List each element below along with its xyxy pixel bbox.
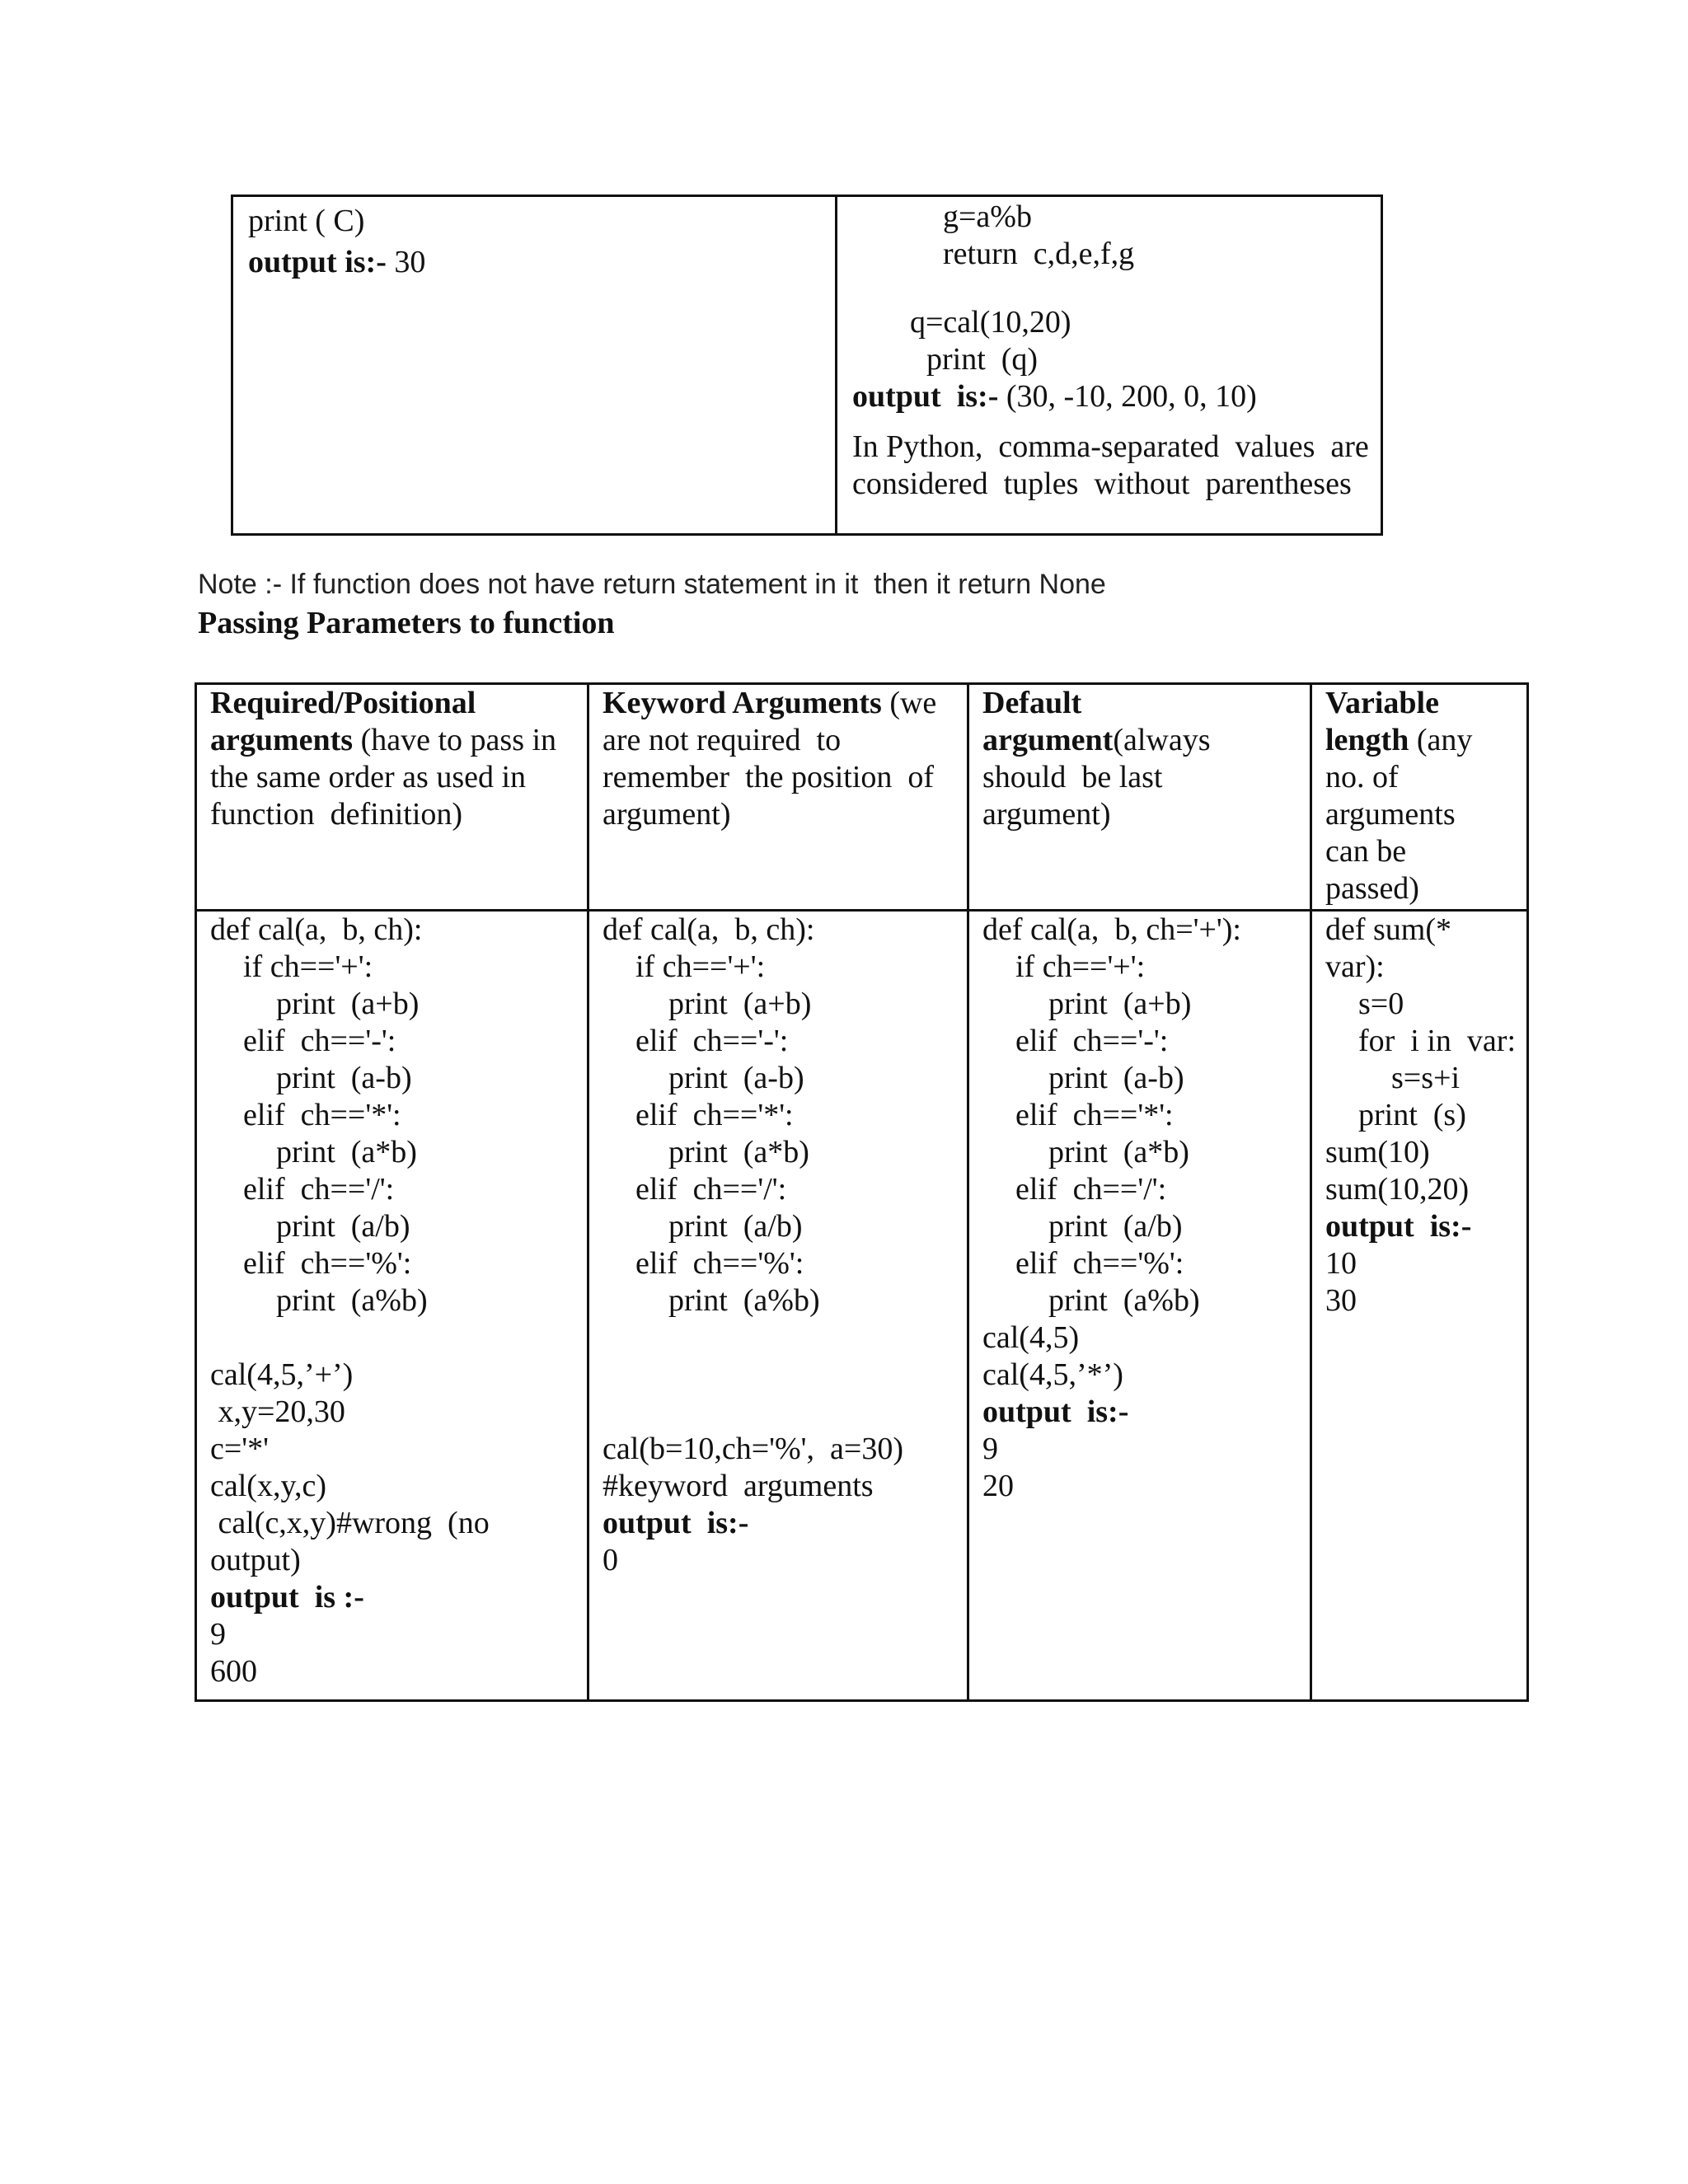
- code-line: elif ch=='%':: [1015, 1246, 1184, 1281]
- call-line: cal(4,5,’+’): [210, 1357, 354, 1392]
- code-line: print ( C): [248, 204, 365, 238]
- code-line: print (a/b): [1048, 1209, 1183, 1244]
- output-label: output is:-: [603, 1506, 749, 1540]
- output-value: 9: [210, 1617, 226, 1652]
- output-label: output is:-: [852, 379, 999, 414]
- output-label: output is:-: [248, 245, 387, 279]
- calls-block: [210, 1357, 587, 1579]
- output-value: 0: [603, 1543, 618, 1577]
- code-line: print (s): [1358, 1098, 1466, 1132]
- header-variable-length: Variable length (any no. of arguments can be passed): [1311, 684, 1528, 911]
- note-line: considered tuples without parentheses: [852, 466, 1352, 501]
- code-block: [1325, 912, 1526, 1208]
- output-label: output is :-: [210, 1580, 364, 1615]
- call-line: cal(4,5): [982, 1320, 1080, 1355]
- code-line: print (a+b): [276, 987, 420, 1021]
- code-line: elif ch=='-':: [243, 1024, 396, 1058]
- call-line: output): [210, 1543, 301, 1577]
- code-line: elif ch=='*':: [1015, 1098, 1174, 1132]
- output-value: 10: [1325, 1246, 1357, 1281]
- code-line: if ch=='+':: [1015, 949, 1146, 984]
- code-line: print (a*b): [668, 1135, 809, 1169]
- top-right-cell: [837, 196, 1382, 535]
- call-line: x,y=20,30: [210, 1394, 345, 1429]
- code-line: elif ch=='%':: [243, 1246, 412, 1281]
- code-line: if ch=='+':: [635, 949, 766, 984]
- header-default-argument: Default argument(always should be last argument): [968, 684, 1311, 911]
- code-line: print (a/b): [668, 1209, 803, 1244]
- code-line: s=s+i: [1391, 1061, 1460, 1095]
- outputs-block: [210, 1616, 587, 1690]
- call-line: cal(x,y,c): [210, 1469, 326, 1503]
- code-line: elif ch=='*':: [635, 1098, 794, 1132]
- code-line: elif ch=='%':: [635, 1246, 804, 1281]
- code-block: [210, 912, 587, 1319]
- col-variable-length: [1311, 911, 1528, 1701]
- code-line: print (a+b): [668, 987, 812, 1021]
- code-line: print (a*b): [1048, 1135, 1189, 1169]
- code-line: print (a-b): [668, 1061, 804, 1095]
- col-default-argument: [968, 911, 1311, 1701]
- col-required-positional: [196, 911, 588, 1701]
- parameters-table: [195, 682, 1529, 1702]
- outputs-block: [982, 1431, 1310, 1505]
- top-left-cell: [232, 196, 837, 535]
- code-line: s=0: [1358, 987, 1404, 1021]
- code-line: print (a%b): [1048, 1283, 1200, 1318]
- calls-block: [603, 1431, 967, 1505]
- code-line: print (a/b): [276, 1209, 410, 1244]
- code-line: print (a-b): [276, 1061, 412, 1095]
- code-line: elif ch=='/':: [1015, 1172, 1167, 1207]
- call-line: #keyword arguments: [603, 1469, 874, 1503]
- header-keyword-arguments: Keyword Arguments (we are not required to remember the position of argument): [588, 684, 968, 911]
- code-line: q=cal(10,20): [910, 305, 1071, 340]
- call-line: cal(4,5,’*’): [982, 1357, 1123, 1392]
- code-line: def cal(a, b, ch):: [603, 912, 815, 947]
- code-block: [982, 912, 1310, 1319]
- code-line: g=a%b: [943, 199, 1032, 234]
- code-line: var):: [1325, 949, 1385, 984]
- note-line: In Python, comma-separated values are: [852, 429, 1369, 464]
- output-label: output is:-: [982, 1394, 1129, 1429]
- code-line: sum(10,20): [1325, 1172, 1470, 1207]
- code-line: print (a+b): [1048, 987, 1192, 1021]
- outputs-block: [603, 1542, 967, 1579]
- code-line: elif ch=='-':: [635, 1024, 789, 1058]
- code-line: elif ch=='*':: [243, 1098, 401, 1132]
- output-value: (30, -10, 200, 0, 10): [1006, 379, 1257, 414]
- return-none-note: Note :- If function does not have return statement in it then it return None: [198, 569, 1106, 600]
- code-line: print (a-b): [1048, 1061, 1184, 1095]
- code-line: print (a*b): [276, 1135, 417, 1169]
- code-block: [603, 912, 967, 1319]
- code-line: sum(10): [1325, 1135, 1430, 1169]
- code-line: print (a%b): [276, 1283, 428, 1318]
- code-line: def sum(*: [1325, 912, 1452, 947]
- call-line: cal(b=10,ch='%', a=30): [603, 1432, 903, 1466]
- code-line: elif ch=='/':: [635, 1172, 787, 1207]
- output-value: 30: [1325, 1283, 1357, 1318]
- code-line: elif ch=='-':: [1015, 1024, 1169, 1058]
- code-line: return c,d,e,f,g: [943, 237, 1135, 271]
- output-value: 20: [982, 1469, 1014, 1503]
- output-value: 30: [394, 245, 426, 279]
- call-line: cal(c,x,y)#wrong (no: [210, 1506, 490, 1540]
- code-line: for i in var:: [1358, 1024, 1517, 1058]
- output-value: 9: [982, 1432, 998, 1466]
- code-line: print (a%b): [668, 1283, 820, 1318]
- top-code-table: [231, 194, 1383, 536]
- code-line: def cal(a, b, ch='+'):: [982, 912, 1241, 947]
- call-line: c='*': [210, 1432, 269, 1466]
- output-value: 600: [210, 1654, 257, 1689]
- section-heading: Passing Parameters to function: [198, 606, 615, 640]
- calls-block: [982, 1319, 1310, 1394]
- code-line: def cal(a, b, ch):: [210, 912, 423, 947]
- outputs-block: [1325, 1245, 1526, 1319]
- output-label: output is:-: [1325, 1209, 1472, 1244]
- header-required-positional: Required/Positional arguments (have to pass in the same order as used in function definition): [196, 684, 588, 911]
- code-line: elif ch=='/':: [243, 1172, 395, 1207]
- col-keyword-arguments: [588, 911, 968, 1701]
- code-line: print (q): [926, 342, 1039, 377]
- code-line: if ch=='+':: [243, 949, 373, 984]
